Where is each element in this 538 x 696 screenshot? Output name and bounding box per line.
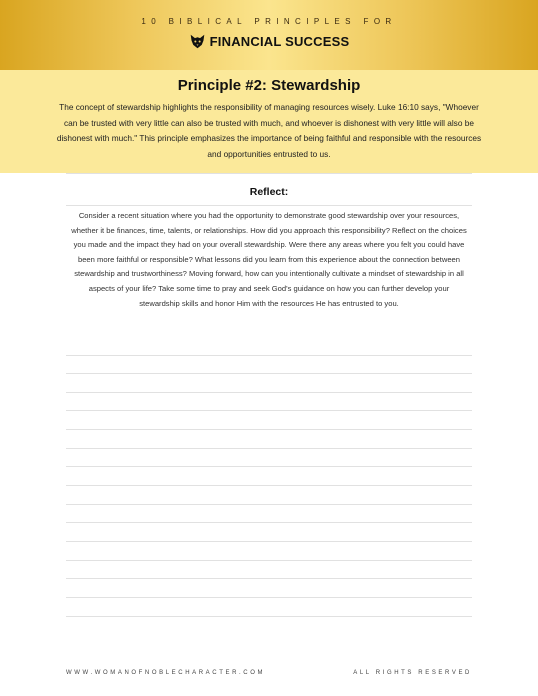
writing-line[interactable] [66,616,472,617]
writing-line[interactable] [66,597,472,598]
series-label: 10 BIBLICAL PRINCIPLES FOR [141,17,397,26]
footer-rights: ALL RIGHTS RESERVED [353,670,472,676]
writing-line[interactable] [66,410,472,411]
brand-title: FINANCIAL SUCCESS [209,34,350,49]
principle-description: The concept of stewardship highlights the responsibility of managing resources wisely. Luke 16:10 says, "Whoever can be trusted with very little can also be trusted with much, and whoever is dishonest with very little will also be dishonest with much." This principle emphasizes the importance of being faithful and responsible with the resources and opportunities entrusted to us. [56,102,482,159]
writing-line[interactable] [66,578,472,579]
writing-line[interactable] [66,466,472,467]
principle-title: Principle #2: Stewardship [177,77,361,94]
reflect-heading: Reflect: [249,186,289,198]
writing-line[interactable] [66,392,472,393]
writing-line[interactable] [66,541,472,542]
writing-line[interactable] [66,504,472,505]
writing-line[interactable] [66,560,472,561]
writing-line[interactable] [66,448,472,449]
footer-website[interactable]: WWW.WOMANOFNOBLECHARACTER.COM [66,670,266,676]
writing-line[interactable] [66,373,472,374]
writing-line[interactable] [66,429,472,430]
writing-line[interactable] [66,485,472,486]
writing-line[interactable] [66,522,472,523]
reflect-prompt: Consider a recent situation where you had the opportunity to demonstrate good stewardship over your resources, whether it be finances, time, talents, or relationships. How did you approach this responsibility? Reflect on the choices you made and the impact they had on your overall stewardship. Were there any areas where you felt you could have been more faithful or responsible? What lessons did you learn from this experience about the connection between stewardship and trustworthiness? Moving forward, how can you intentionally cultivate a mindset of stewardship in all aspects of your life? Take some time to pray and seek God's guidance on how you can further develop your stewardship skills and honor Him with the resources He has entrusted to you. [71,211,467,308]
writing-line[interactable] [66,355,472,356]
